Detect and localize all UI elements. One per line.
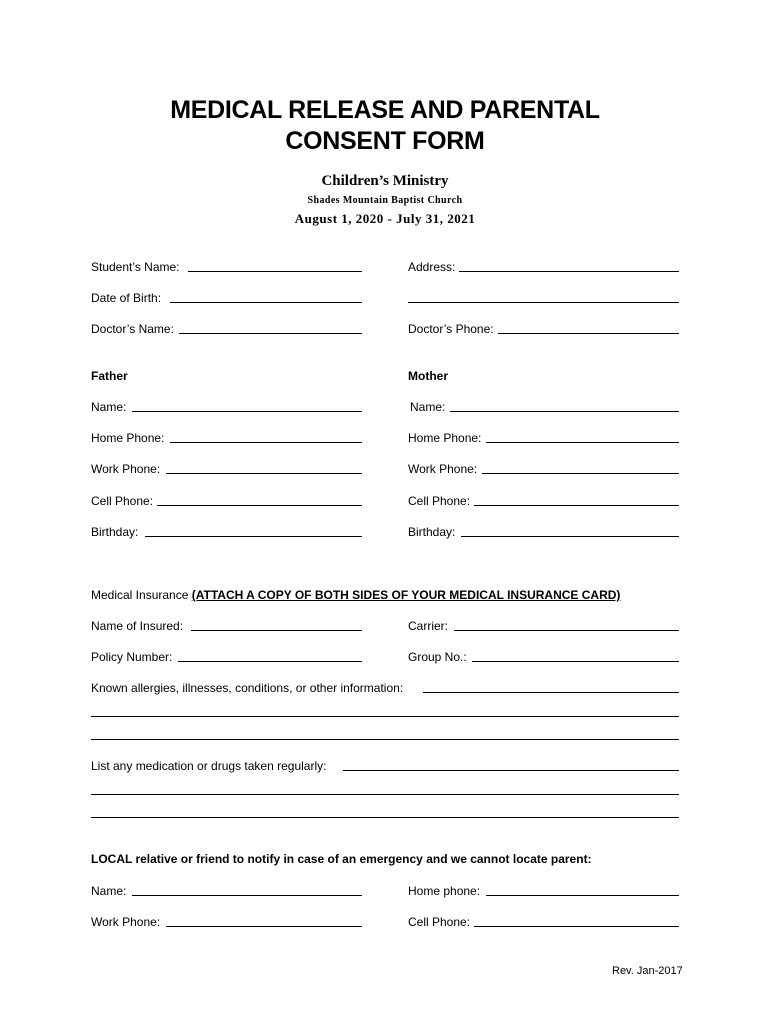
student-name-field[interactable] [188,271,362,272]
father-birthday-field[interactable] [145,536,362,537]
emergency-cell-phone-field[interactable] [474,926,679,927]
father-work-phone-label: Work Phone: [91,462,161,476]
policy-number-field[interactable] [178,661,362,662]
father-work-phone-field[interactable] [166,473,362,474]
student-name-label: Student’s Name: [91,260,180,274]
emergency-name-label: Name: [91,884,127,898]
father-home-phone-field[interactable] [170,442,362,443]
allergies-field[interactable] [423,692,679,693]
insured-name-label: Name of Insured: [91,619,184,633]
father-cell-phone-label: Cell Phone: [91,494,154,508]
father-name-field[interactable] [132,411,362,412]
allergies-label: Known allergies, illnesses, conditions, or other information: [91,681,404,695]
mother-home-phone-label: Home Phone: [408,431,482,445]
emergency-work-phone-field[interactable] [166,926,362,927]
mother-home-phone-field[interactable] [486,442,679,443]
form-title-line-2: CONSENT FORM [285,127,485,155]
doctor-phone-field[interactable] [498,333,679,334]
mother-work-phone-label: Work Phone: [408,462,478,476]
emergency-contact-heading: LOCAL relative or friend to notify in case of an emergency and we cannot locate parent: [91,852,592,866]
policy-number-label: Policy Number: [91,650,173,664]
dob-label: Date of Birth: [91,291,162,305]
emergency-work-phone-label: Work Phone: [91,915,161,929]
insured-name-field[interactable] [191,630,362,631]
revision-note: Rev. Jan-2017 [612,965,683,977]
carrier-label: Carrier: [408,619,449,633]
address-label: Address: [408,260,456,274]
mother-heading: Mother [408,369,448,383]
form-title-line-1: MEDICAL RELEASE AND PARENTAL [170,96,600,124]
doctor-name-label: Doctor’s Name: [91,322,174,336]
doctor-name-field[interactable] [179,333,362,334]
medication-field-line-2[interactable] [91,794,679,795]
medical-insurance-label: Medical Insurance [91,588,189,602]
mother-work-phone-field[interactable] [482,473,679,474]
ministry-name: Children’s Ministry [321,173,449,189]
father-cell-phone-field[interactable] [157,505,362,506]
medication-field[interactable] [343,770,679,771]
emergency-cell-phone-label: Cell Phone: [408,915,471,929]
doctor-phone-label: Doctor’s Phone: [408,322,494,336]
group-number-label: Group No.: [408,650,467,664]
emergency-home-phone-field[interactable] [486,895,679,896]
mother-birthday-field[interactable] [461,536,679,537]
father-heading: Father [91,369,128,383]
allergies-field-line-3[interactable] [91,739,679,740]
carrier-field[interactable] [454,630,679,631]
emergency-home-phone-label: Home phone: [408,884,481,898]
medication-label: List any medication or drugs taken regularly: [91,759,327,773]
group-number-field[interactable] [472,661,679,662]
mother-cell-phone-label: Cell Phone: [408,494,471,508]
address-field[interactable] [459,271,679,272]
form-dates: August 1, 2020 - July 31, 2021 [294,211,476,226]
dob-field[interactable] [170,302,362,303]
father-name-label: Name: [91,400,127,414]
mother-name-label: Name: [410,400,446,414]
mother-name-field[interactable] [450,411,679,412]
address-line-2-field[interactable] [408,302,679,303]
emergency-name-field[interactable] [132,895,362,896]
church-name: Shades Mountain Baptist Church [307,195,463,206]
father-home-phone-label: Home Phone: [91,431,165,445]
insurance-card-note: (ATTACH A COPY OF BOTH SIDES OF YOUR MEDICAL INSURANCE CARD) [191,588,621,602]
father-birthday-label: Birthday: [91,525,139,539]
mother-birthday-label: Birthday: [408,525,456,539]
allergies-field-line-2[interactable] [91,716,679,717]
medication-field-line-3[interactable] [91,817,679,818]
medical-insurance-heading [91,588,620,602]
mother-cell-phone-field[interactable] [474,505,679,506]
